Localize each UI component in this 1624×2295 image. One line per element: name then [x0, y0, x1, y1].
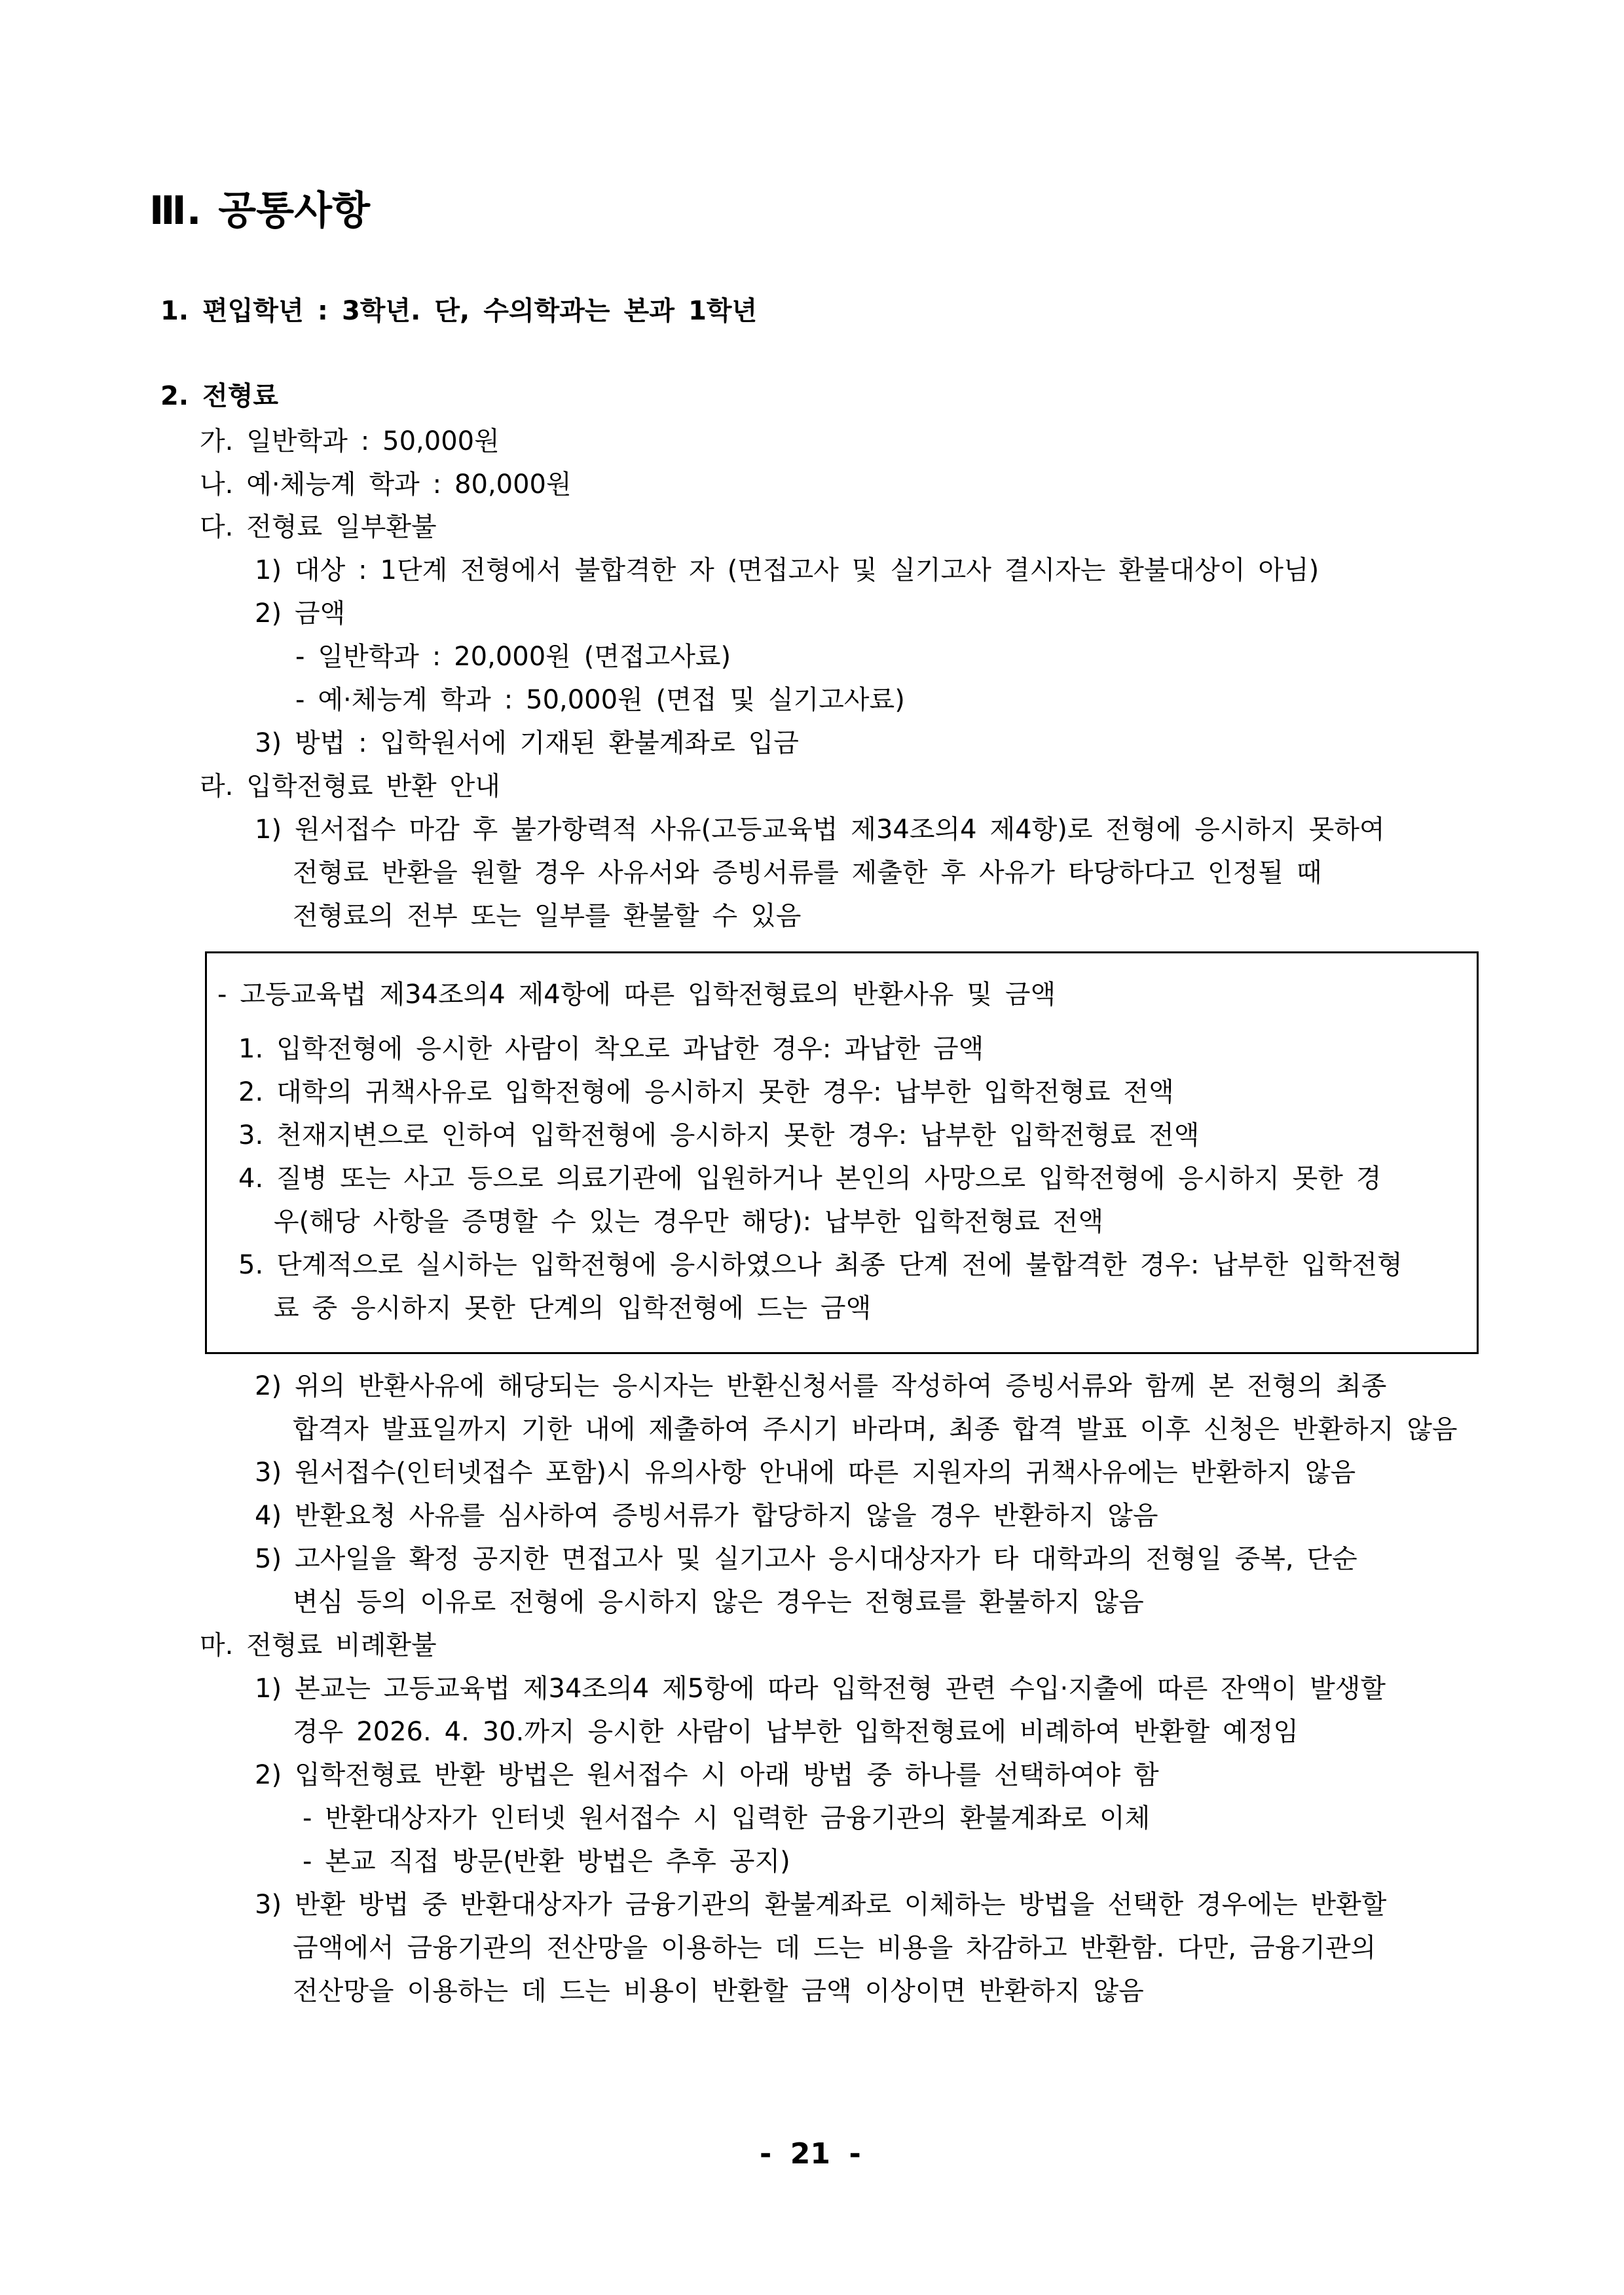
partial-refund-target: 1) 대상 : 1단계 전형에서 불합격한 자 (면접고사 및 실기고사 결시자는 환불대상이 아님): [255, 555, 1320, 585]
refund-guide-p1-line3: 전형료의 전부 또는 일부를 환불할 수 있음: [293, 901, 802, 931]
item-transfer-year: 1. 편입학년 : 3학년. 단, 수의학과는 본과 1학년: [160, 296, 758, 326]
fee-arts: 나. 예·체능계 학과 : 80,000원: [200, 469, 572, 500]
notice-box-line: 1. 입학전형에 응시한 사람이 착오로 과납한 경우: 과납한 금액: [238, 1034, 984, 1064]
proportional-refund-p2-option2: - 본교 직접 방문(반환 방법은 추후 공지): [303, 1846, 790, 1877]
partial-refund-heading: 다. 전형료 일부환불: [200, 512, 437, 542]
refund-guide-p3: 3) 원서접수(인터넷접수 포함)시 유의사항 안내에 따른 지원자의 귀책사유에는 반환하지 않음: [255, 1458, 1356, 1488]
notice-box-line: 3. 천재지변으로 인하여 입학전형에 응시하지 못한 경우: 납부한 입학전형료 전액: [238, 1120, 1200, 1150]
proportional-refund-p3-line1: 3) 반환 방법 중 반환대상자가 금융기관의 환불계좌로 이체하는 방법을 선택한 경우에는 반환할: [255, 1890, 1387, 1920]
fee-general: 가. 일반학과 : 50,000원: [200, 426, 500, 456]
item-fee-heading: 2. 전형료: [160, 381, 279, 411]
proportional-refund-p1-line1: 1) 본교는 고등교육법 제34조의4 제5항에 따라 입학전형 관련 수입·지출에 따른 잔액이 발생할: [255, 1674, 1386, 1704]
proportional-refund-p3-line2: 금액에서 금융기관의 전산망을 이용하는 데 드는 비용을 차감하고 반환함. 다만, 금융기관의: [293, 1933, 1376, 1963]
partial-refund-amount: 2) 금액: [255, 598, 346, 629]
partial-refund-method: 3) 방법 : 입학원서에 기재된 환불계좌로 입금: [255, 728, 799, 758]
page-title: Ⅲ. 공통사항: [149, 188, 371, 234]
page-number: - 21 -: [760, 2137, 861, 2171]
refund-guide-p1-line1: 1) 원서접수 마감 후 불가항력적 사유(고등교육법 제34조의4 제4항)로 전형에 응시하지 못하여: [255, 815, 1385, 845]
proportional-refund-p1-line2: 경우 2026. 4. 30.까지 응시한 사람이 납부한 입학전형료에 비례하여 반환할 예정임: [293, 1717, 1299, 1747]
refund-guide-p2-line2: 합격자 발표일까지 기한 내에 제출하여 주시기 바라며, 최종 합격 발표 이후 신청은 반환하지 않음: [293, 1414, 1458, 1444]
partial-refund-amount-arts: - 예·체능계 학과 : 50,000원 (면접 및 실기고사료): [295, 685, 905, 715]
proportional-refund-p2: 2) 입학전형료 반환 방법은 원서접수 시 아래 방법 중 하나를 선택하여야 함: [255, 1760, 1159, 1790]
notice-box-line: 5. 단계적으로 실시하는 입학전형에 응시하였으나 최종 단계 전에 불합격한 경우: 납부한 입학전형: [238, 1250, 1403, 1280]
refund-guide-p1-line2: 전형료 반환을 원할 경우 사유서와 증빙서류를 제출한 후 사유가 타당하다고 인정될 때: [293, 858, 1322, 888]
refund-guide-heading: 라. 입학전형료 반환 안내: [200, 771, 500, 801]
notice-box-line: 우(해당 사항을 증명할 수 있는 경우만 해당): 납부한 입학전형료 전액: [274, 1207, 1104, 1237]
notice-box-line: 4. 질병 또는 사고 등으로 의료기관에 입원하거나 본인의 사망으로 입학전형에 응시하지 못한 경: [238, 1164, 1382, 1194]
partial-refund-amount-general: - 일반학과 : 20,000원 (면접고사료): [295, 642, 731, 672]
notice-box-line: 료 중 응시하지 못한 단계의 입학전형에 드는 금액: [274, 1293, 872, 1323]
refund-guide-p5-line2: 변심 등의 이유로 전형에 응시하지 않은 경우는 전형료를 환불하지 않음: [293, 1587, 1144, 1617]
notice-box-line: 2. 대학의 귀책사유로 입학전형에 응시하지 못한 경우: 납부한 입학전형료 전액: [238, 1077, 1174, 1107]
proportional-refund-p2-option1: - 반환대상자가 인터넷 원서접수 시 입력한 금융기관의 환불계좌로 이체: [303, 1803, 1151, 1833]
refund-guide-p4: 4) 반환요청 사유를 심사하여 증빙서류가 합당하지 않을 경우 반환하지 않음: [255, 1501, 1158, 1531]
proportional-refund-heading: 마. 전형료 비례환불: [200, 1630, 437, 1661]
refund-guide-p2-line1: 2) 위의 반환사유에 해당되는 응시자는 반환신청서를 작성하여 증빙서류와 함께 본 전형의 최종: [255, 1371, 1387, 1401]
notice-box-title: - 고등교육법 제34조의4 제4항에 따른 입학전형료의 반환사유 및 금액: [217, 980, 1056, 1010]
refund-guide-p5-line1: 5) 고사일을 확정 공지한 면접고사 및 실기고사 응시대상자가 타 대학과의 전형일 중복, 단순: [255, 1544, 1357, 1574]
proportional-refund-p3-line3: 전산망을 이용하는 데 드는 비용이 반환할 금액 이상이면 반환하지 않음: [293, 1976, 1144, 2006]
